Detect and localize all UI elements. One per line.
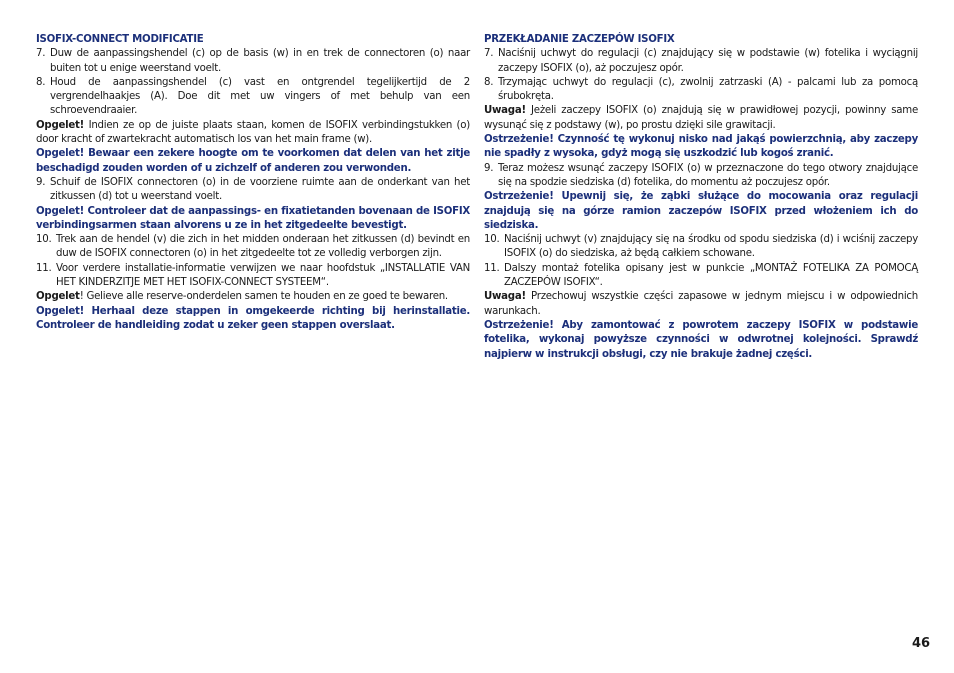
- list-item: [484, 47, 918, 76]
- note-text: Jeżeli zaczepy ISOFIX (o) znajdują się w prawidłowej pozycji, powinny same wysunąć się z podstawy (w), po prostu dzięki sile grawitacji.: [484, 105, 918, 131]
- note-paragraph: [36, 290, 470, 304]
- note-text: ! Gelieve alle reserve-onderdelen samen te houden en ze goed te bewaren.: [79, 291, 448, 303]
- column-polish: [484, 33, 918, 362]
- column-dutch: [36, 33, 470, 333]
- note-lead: Uwaga!: [484, 291, 526, 303]
- warning-paragraph: Opgelet! Controleer dat de aanpassings- en fixatietanden bovenaan de ISOFIX verbindingsarmen staan alvorens u ze in het zitgedeelte bevestigt.: [36, 205, 470, 231]
- note-lead: Uwaga!: [484, 105, 526, 117]
- page-number: 46: [912, 636, 931, 651]
- item-number: 11.: [484, 262, 500, 274]
- note-lead: Opgelet!: [36, 119, 85, 131]
- list-item: [36, 233, 470, 262]
- warning-paragraph: Opgelet! Bewaar een zekere hoogte om te voorkomen dat delen van het zitje beschadigd zouden worden of u zichzelf of anderen zou verwonden.: [36, 148, 470, 174]
- item-number: 10.: [484, 234, 500, 246]
- item-number: 8.: [36, 76, 46, 88]
- note-paragraph: [484, 290, 918, 319]
- warning-paragraph: Ostrzeżenie! Aby zamontować z powrotem zaczepy ISOFIX w podstawie fotelika, wykonaj powyższe czynności w odwrotnej kolejności. Sprawdź najpierw w instrukcji obsługi, czy nie brakuje żadnej części.: [484, 319, 918, 360]
- item-number: 7.: [484, 48, 494, 60]
- section-title: ISOFIX-CONNECT MODIFICATIE: [36, 34, 204, 45]
- list-item: [36, 176, 470, 205]
- list-item: [484, 233, 918, 262]
- list-item: [484, 162, 918, 191]
- note-paragraph: [36, 119, 470, 148]
- note-paragraph: [484, 104, 918, 133]
- item-text: Schuif de ISOFIX connectoren (o) in de voorziene ruimte aan de onderkant van het zitkussen (d) tot u weerstand voelt.: [50, 176, 470, 203]
- item-text: Naciśnij uchwyt do regulacji (c) znajdujący się w podstawie (w) fotelika i wyciągnij zaczepy ISOFIX (o), aż poczujesz opór.: [498, 48, 918, 74]
- list-item: [36, 47, 470, 76]
- list-item: [484, 262, 918, 291]
- note-text: Indien ze op de juiste plaats staan, komen de ISOFIX verbindingstukken (o) door kracht of zwartekracht automatisch los van het main frame (w).: [36, 119, 470, 146]
- item-text: Trek aan de hendel (v) die zich in het midden onderaan het zitkussen (d) bevindt en duw de ISOFIX connectoren (o) in het zitgedeelte tot ze volledig verborgen zijn.: [56, 234, 470, 260]
- item-number: 11.: [36, 262, 52, 274]
- section-title: PRZEKŁADANIE ZACZEPÓW ISOFIX: [484, 34, 675, 45]
- item-number: 8.: [484, 76, 494, 88]
- note-lead: Opgelet: [36, 291, 80, 303]
- warning-paragraph: Ostrzeżenie! Upewnij się, że ząbki służące do mocowania oraz regulacji znajdują się na górze ramion zaczepów ISOFIX przed włożeniem ich do siedziska.: [484, 191, 918, 231]
- list-item: [36, 262, 470, 291]
- item-text: Voor verdere installatie-informatie verwijzen we naar hoofdstuk „INSTALLATIE VAN HET KINDERZITJE MET HET ISOFIX-CONNECT SYSTEEM“.: [56, 262, 470, 289]
- item-text: Houd de aanpassingshendel (c) vast en ontgrendel tegelijkertijd de 2 vergrendelhaakjes (A). Doe dit met uw vingers of met behulp van een schroevendraaier.: [50, 76, 470, 117]
- item-number: 7.: [36, 48, 46, 60]
- item-text: Naciśnij uchwyt (v) znajdujący się na środku od spodu siedziska (d) i wciśnij zaczepy ISOFIX (o) do siedziska, aż będą całkiem schowane.: [504, 234, 918, 260]
- item-text: Teraz możesz wsunąć zaczepy ISOFIX (o) w przeznaczone do tego otwory znajdujące się na spodzie siedziska (d) fotelika, do momentu aż poczujesz opór.: [498, 162, 918, 188]
- list-item: [484, 76, 918, 105]
- list-item: [36, 76, 470, 119]
- warning-paragraph: Ostrzeżenie! Czynność tę wykonuj nisko nad jakąś powierzchnią, aby zaczepy nie spadły z wysoka, gdyż mogą się uszkodzić lub kogoś zranić.: [484, 134, 918, 160]
- item-number: 9.: [484, 162, 494, 174]
- note-text: Przechowuj wszystkie części zapasowe w jednym miejscu i w odpowiednich warunkach.: [484, 291, 918, 317]
- warning-paragraph: Opgelet! Herhaal deze stappen in omgekeerde richting bij herinstallatie. Controleer de handleiding zodat u zeker geen stappen overslaat.: [36, 305, 470, 331]
- item-text: Dalszy montaż fotelika opisany jest w punkcie „MONTAŻ FOTELIKA ZA POMOCĄ ZACZEPÓW ISOFIX“.: [504, 262, 918, 289]
- item-text: Trzymając uchwyt do regulacji (c), zwolnij zatrzaski (A) - palcami lub za pomocą śrubokręta.: [498, 76, 918, 103]
- item-number: 9.: [36, 176, 46, 188]
- item-text: Duw de aanpassingshendel (c) op de basis (w) in en trek de connectoren (o) naar buiten tot u enige weerstand voelt.: [50, 48, 470, 74]
- item-number: 10.: [36, 234, 52, 246]
